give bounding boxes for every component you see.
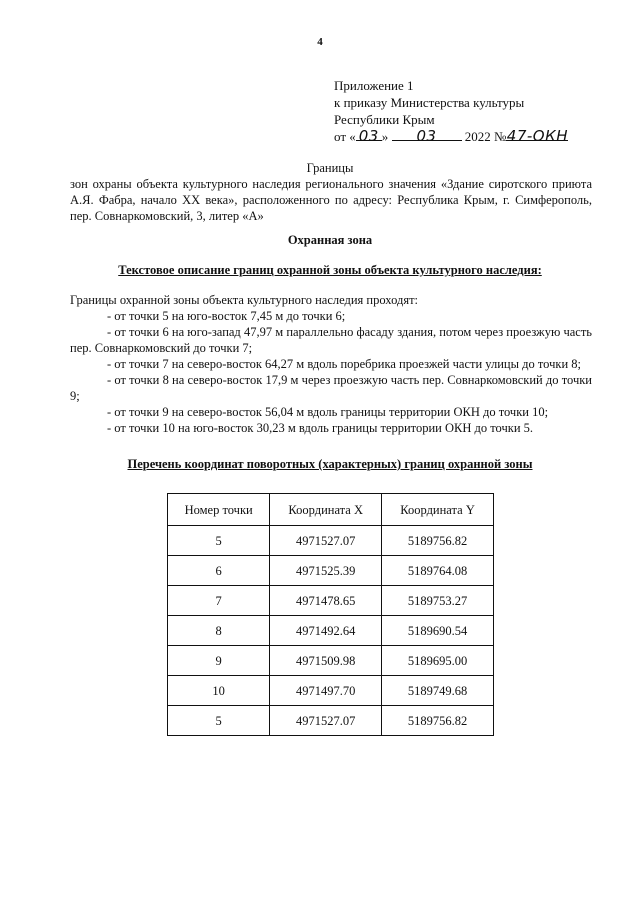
table-row xyxy=(168,556,494,586)
cell-y: 5189695.00 xyxy=(382,646,494,676)
cell-point: 5 xyxy=(168,526,270,556)
description-lead: Границы охранной зоны объекта культурного наследия проходят: xyxy=(70,293,418,307)
document-intro: зон охраны объекта культурного наследия регионального значения «Здание сиротского приюта А.Я. Фабра, начало XX века», расположенного по адресу: Республика Крым, г. Симферополь, пер. Совнаркомовский, 3, литер «А» xyxy=(70,177,592,223)
description-item: - от точки 8 на северо-восток 17,9 м через проезжую часть пер. Совнаркомовский до точки 9; xyxy=(70,373,592,403)
description-item: - от точки 7 на северо-восток 64,27 м вдоль поребрика проезжей части улицы до точки 8; xyxy=(107,357,581,371)
order-number: 47-ОКН xyxy=(506,127,569,145)
document-title: Границы xyxy=(306,161,354,175)
cell-x: 4971492.64 xyxy=(270,616,382,646)
coordinates-table xyxy=(167,493,494,736)
date-day: 03 xyxy=(356,128,382,141)
cell-x: 4971525.39 xyxy=(270,556,382,586)
table-row xyxy=(168,526,494,556)
header-point-number: Номер точки xyxy=(168,494,270,526)
cell-y: 5189756.82 xyxy=(382,526,494,556)
appendix-header xyxy=(334,77,624,145)
table-row xyxy=(168,616,494,646)
appendix-line-3: Республики Крым xyxy=(334,112,435,127)
cell-x: 4971478.65 xyxy=(270,586,382,616)
date-prefix: от « xyxy=(334,129,356,144)
cell-x: 4971527.07 xyxy=(270,706,382,736)
page-number: 4 xyxy=(317,36,323,48)
cell-point: 10 xyxy=(168,676,270,706)
header-coordinate-y: Координата Y xyxy=(382,494,494,526)
cell-point: 9 xyxy=(168,646,270,676)
coordinates-list-title: Перечень координат поворотных (характерных) границ охранной зоны xyxy=(127,457,533,471)
appendix-line-2: к приказу Министерства культуры xyxy=(334,95,525,110)
description-item: - от точки 5 на юго-восток 7,45 м до точки 6; xyxy=(107,309,346,323)
header-coordinate-x: Координата X xyxy=(270,494,382,526)
description-item: - от точки 10 на юго-восток 30,23 м вдоль границы территории ОКН до точки 5. xyxy=(107,421,534,435)
cell-point: 6 xyxy=(168,556,270,586)
date-separator: » xyxy=(381,129,389,144)
cell-y: 5189753.27 xyxy=(382,586,494,616)
cell-x: 4971509.98 xyxy=(270,646,382,676)
cell-point: 8 xyxy=(168,616,270,646)
description xyxy=(70,292,592,436)
description-item: - от точки 6 на юго-запад 47,97 м параллельно фасаду здания, потом через проезжую часть пер. Совнаркомовский до точки 7; xyxy=(70,325,592,355)
description-title: Текстовое описание границ охранной зоны объекта культурного наследия: xyxy=(118,263,542,277)
table-row xyxy=(168,706,494,736)
cell-y: 5189764.08 xyxy=(382,556,494,586)
cell-point: 5 xyxy=(168,706,270,736)
cell-point: 7 xyxy=(168,586,270,616)
table-row xyxy=(168,676,494,706)
appendix-line-1: Приложение 1 xyxy=(334,78,414,93)
cell-x: 4971497.70 xyxy=(270,676,382,706)
cell-y: 5189749.68 xyxy=(382,676,494,706)
appendix-date-line xyxy=(334,128,624,145)
table-row xyxy=(168,586,494,616)
description-item: - от точки 9 на северо-восток 56,04 м вдоль границы территории ОКН до точки 10; xyxy=(107,405,549,419)
section-title: Охранная зона xyxy=(287,233,373,247)
table-header-row xyxy=(168,494,494,526)
table-row xyxy=(168,646,494,676)
date-month: 03 xyxy=(392,128,462,141)
cell-x: 4971527.07 xyxy=(270,526,382,556)
cell-y: 5189756.82 xyxy=(382,706,494,736)
cell-y: 5189690.54 xyxy=(382,616,494,646)
date-year: 2022 № xyxy=(464,129,507,144)
